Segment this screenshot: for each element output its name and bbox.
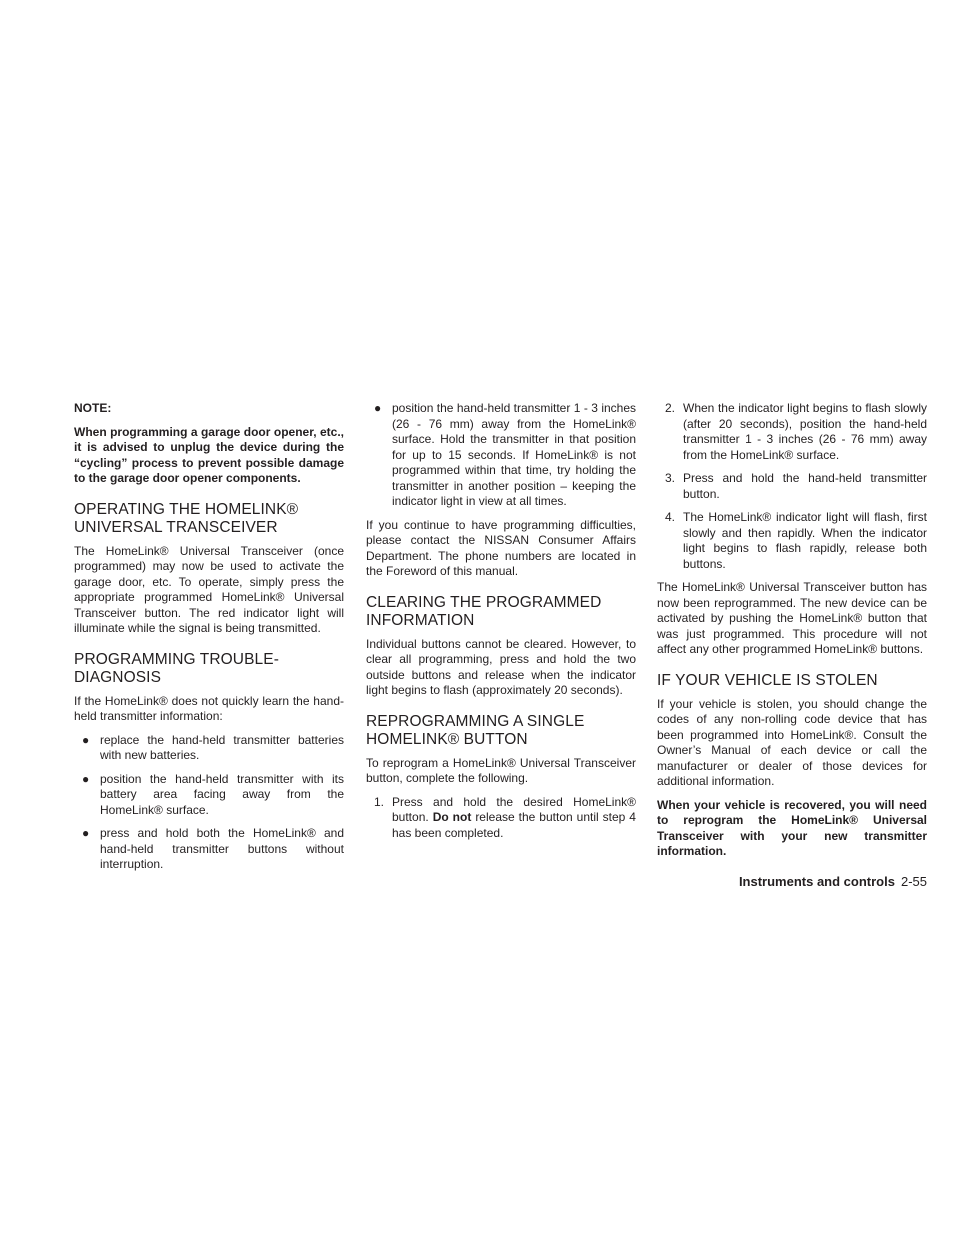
step-text: When the indicator light begins to flash slowly (after 20 seconds), position the hand-held transmitter 1 - 3 inches (26 - 76 mm) away from the HomeLink® surface.	[683, 401, 927, 462]
trouble-bullet-list	[74, 733, 344, 873]
step-text: Press and hold the desired HomeLink® button.	[392, 794, 636, 824]
paragraph-trouble-intro: If the HomeLink® does not quickly learn the hand-held transmitter information:	[74, 693, 344, 723]
step-item	[657, 510, 927, 572]
step-number: 2.	[665, 401, 676, 415]
step-item	[366, 795, 636, 842]
paragraph-operating: The HomeLink® Universal Transceiver (once programmed) may now be used to activate the garage door, etc. To operate, simply press the appropriate programmed HomeLink® Universal Transceiver button. The red indicator light will illuminate while the signal is being transmitted.	[74, 543, 344, 635]
footer-page-number: 2-55	[900, 874, 927, 889]
paragraph-recovered: When your vehicle is recovered, you will need to reprogram the HomeLink® Universal Transceiver with your new transmitter information.	[657, 797, 927, 858]
page-footer	[657, 874, 927, 889]
list-item	[366, 401, 636, 510]
list-item-text: position the hand-held transmitter with its battery area facing away from the HomeLink® surface.	[100, 771, 344, 817]
paragraph-reprogramming-intro: To reprogram a HomeLink® Universal Transceiver button, complete the following.	[366, 755, 636, 785]
bullet-icon: ●	[82, 732, 90, 747]
trouble-bullet-list-continued	[366, 401, 636, 510]
bullet-icon: ●	[374, 401, 382, 415]
reprogramming-steps-continued	[657, 401, 927, 572]
step-item	[657, 401, 927, 463]
column-1	[74, 401, 344, 881]
step-item	[657, 471, 927, 502]
column-3	[657, 401, 927, 868]
list-item-text: position the hand-held transmitter 1 - 3 inches (26 - 76 mm) away from the HomeLink® surface. Hold the transmitter in that position for up to 15 seconds. If HomeLink® is not programmed within that time, try holding the transmitter in another position – keeping the indicator light in view at all times.	[392, 401, 636, 508]
bullet-icon: ●	[82, 771, 90, 786]
heading-programming-trouble-diagnosis: PROGRAMMING TROUBLE-DIAGNOSIS	[74, 650, 279, 686]
list-item	[74, 772, 344, 819]
step-number: 4.	[665, 510, 676, 524]
list-item	[74, 826, 344, 873]
step-number: 1.	[374, 794, 385, 809]
step-emphasis: Do not	[432, 810, 472, 824]
list-item-text: press and hold both the HomeLink® and hand-held transmitter buttons without interruption.	[100, 826, 344, 871]
heading-vehicle-stolen: IF YOUR VEHICLE IS STOLEN	[657, 671, 878, 689]
step-number: 3.	[665, 471, 676, 485]
list-item-text: replace the hand-held transmitter batteries with new batteries.	[100, 732, 344, 762]
paragraph-stolen: If your vehicle is stolen, you should change the codes of any non-rolling code device that has been programmed into HomeLink®. Consult the Owner’s Manual of each device or call the manufacturer or dealer of those devices for additional information.	[657, 696, 927, 788]
bullet-icon: ●	[82, 826, 90, 840]
step-text: The HomeLink® indicator light will flash, first slowly and then rapidly. When the indicator light begins to flash rapidly, release both buttons.	[683, 510, 927, 571]
column-2	[366, 401, 636, 849]
footer-section-title: Instruments and controls	[738, 874, 895, 889]
note-heading: NOTE:	[74, 401, 112, 415]
list-item	[74, 733, 344, 764]
note-text: When programming a garage door opener, etc., it is advised to unplug the device during the “cycling” process to prevent possible damage to the garage door opener components.	[74, 424, 344, 485]
paragraph-clearing: Individual buttons cannot be cleared. However, to clear all programming, press and hold the two outside buttons and release when the indicator light begins to flash (approximately 20 seconds).	[366, 636, 636, 697]
step-text: Press and hold the hand-held transmitter button.	[683, 471, 927, 501]
heading-clearing-programmed-information: CLEARING THE PROGRAMMED INFORMATION	[366, 593, 602, 629]
heading-reprogramming-single-button: REPROGRAMMING A SINGLE HOMELINK® BUTTON	[366, 712, 585, 748]
reprogramming-steps	[366, 795, 636, 842]
paragraph-difficulties: If you continue to have programming difficulties, please contact the NISSAN Consumer Affairs Department. The phone numbers are located in the Foreword of this manual.	[366, 517, 636, 578]
heading-operating-homelink: OPERATING THE HOMELINK® UNIVERSAL TRANSCEIVER	[74, 500, 299, 536]
step-text-continued: release the button until step 4 has been completed.	[392, 810, 636, 840]
paragraph-reprogrammed: The HomeLink® Universal Transceiver button has now been reprogrammed. The new device can be activated by pushing the HomeLink® button that was just programmed. This procedure will not affect any other programmed HomeLink® buttons.	[657, 580, 927, 656]
